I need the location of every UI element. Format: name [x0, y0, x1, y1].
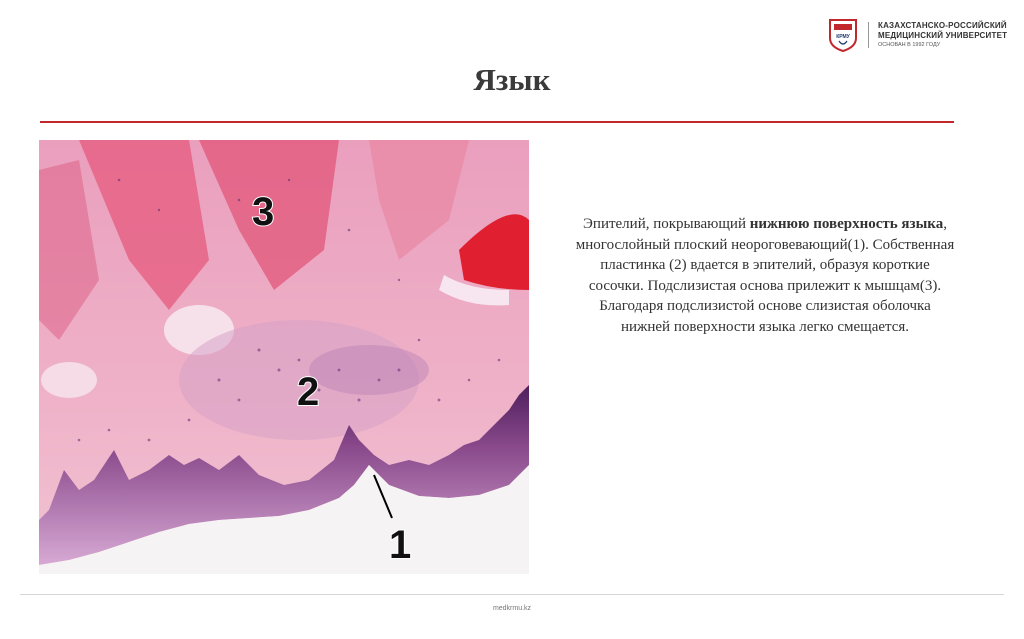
label-3: 3: [252, 190, 275, 234]
logo-divider: [868, 22, 869, 48]
title-divider: [40, 121, 954, 123]
footer-divider: [20, 594, 1004, 595]
university-logo: [828, 18, 858, 52]
description-paragraph: [575, 214, 955, 337]
histology-micrograph: [39, 140, 529, 574]
university-name: [878, 21, 1007, 50]
university-founded: ОСНОВАН В 1992 ГОДУ: [878, 42, 941, 48]
description-bold: нижнюю поверхность языка: [749, 216, 944, 232]
label-2: 2: [297, 370, 320, 414]
footer-site: medkrmu.kz: [492, 605, 532, 612]
label-1: 1: [389, 523, 412, 567]
university-line-1: КАЗАХСТАНСКО-РОССИЙСКИЙ: [878, 21, 1007, 30]
university-line-2: МЕДИЦИНСКИЙ УНИВЕРСИТЕТ: [878, 31, 1008, 40]
slide-title: Язык: [473, 62, 551, 97]
logo-text: КРМУ: [836, 34, 850, 40]
description-text: [575, 214, 955, 337]
description-rest: , многослойный плоский неороговевающий(1). Собственная пластинка (2) вдается в эпителий, образуя короткие сосочки. Подслизистая основа прилежит к мышцам(3). Благодаря подслизистой основе слизистая оболочка нижней поверхности языка легко смещается.: [575, 216, 955, 335]
description-lead: Эпителий, покрывающий: [583, 216, 750, 232]
